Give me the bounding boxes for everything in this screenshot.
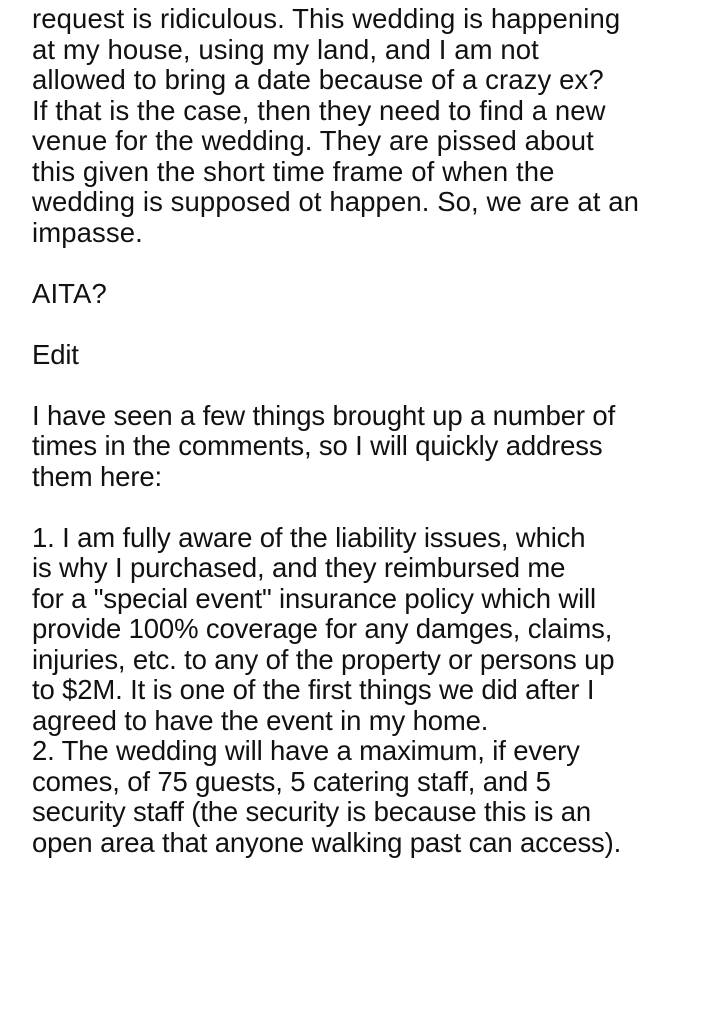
paragraph-spacer	[32, 492, 702, 523]
text-line: is why I purchased, and they reimbursed me	[32, 552, 566, 583]
text-line: for a "special event" insurance policy which will	[32, 582, 596, 614]
post-body	[32, 4, 702, 858]
text-line: at my house, using my land, and I am not	[32, 33, 539, 65]
text-line: injuries, etc. to any of the property or persons up	[32, 643, 615, 675]
text-line: If that is the case, then they need to find a new	[32, 94, 606, 126]
text-line: security staff (the security is because this is an	[32, 796, 592, 827]
text-line: this given the short time frame of when the	[32, 155, 555, 187]
paragraph-spacer	[32, 248, 702, 279]
text-line: provide 100% coverage for any damges, claims,	[32, 613, 613, 644]
paragraph-spacer	[32, 370, 702, 401]
text-line: impasse.	[32, 216, 143, 248]
text-line: request is ridiculous. This wedding is happening	[32, 3, 621, 34]
text-line: I have seen a few things brought up a number of	[32, 399, 616, 431]
paragraph-context	[32, 4, 702, 340]
text-line: 1. I am fully aware of the liability issues, which	[32, 521, 586, 553]
text-line: agreed to have the event in my home.	[32, 704, 489, 736]
paragraph-spacer	[32, 309, 702, 340]
text-line: venue for the wedding. They are pissed about	[32, 125, 594, 156]
text-line: to $2M. It is one of the first things we did after I	[32, 674, 595, 705]
text-line: comes, of 75 guests, 5 catering staff, and 5	[32, 765, 551, 797]
text-line: times in the comments, so I will quickly address	[32, 430, 603, 461]
list-item	[32, 736, 702, 858]
edit-section	[32, 340, 702, 859]
text-line: wedding is supposed ot happen. So, we are at an	[32, 186, 640, 217]
text-line: 2. The wedding will have a maximum, if every	[32, 735, 580, 766]
text-line: them here:	[32, 460, 162, 492]
question-line: AITA?	[32, 277, 107, 309]
list-item	[32, 523, 702, 737]
text-line: allowed to bring a date because of a crazy ex?	[32, 64, 604, 95]
edit-heading: Edit	[32, 338, 79, 370]
text-line: open area that anyone walking past can access).	[32, 826, 622, 858]
